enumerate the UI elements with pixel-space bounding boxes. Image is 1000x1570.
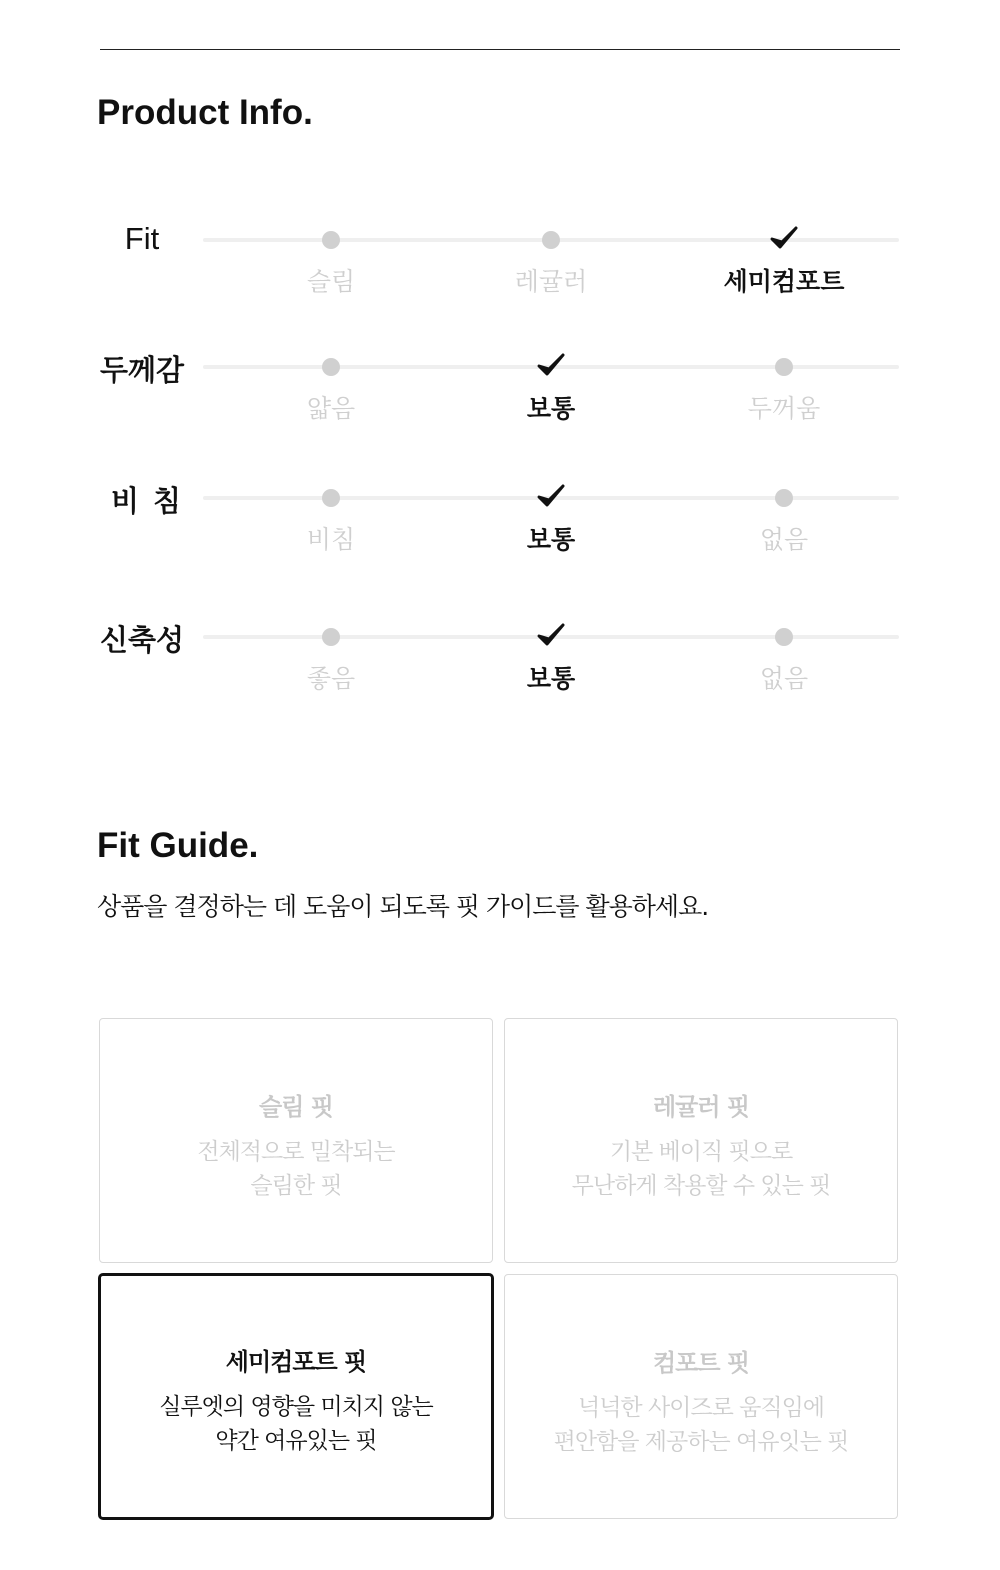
top-divider: [100, 49, 900, 50]
fit-card-description-line: 무난하게 착용할 수 있는 핏: [571, 1173, 831, 1199]
scale-option-label: 없음: [759, 664, 809, 693]
fit-card-description-line: 약간 여유있는 핏: [215, 1428, 377, 1454]
fit-card-title: 세미컴포트 핏: [225, 1348, 367, 1376]
fit-card-description: [101, 1390, 491, 1458]
attribute-row-fit: [0, 221, 1000, 330]
scale-option-label: 슬림: [306, 267, 356, 296]
dot-icon: [775, 628, 793, 646]
attribute-label-sheerness: 비침: [111, 484, 196, 518]
fit-card-description-line: 편안함을 제공하는 여유잇는 핏: [553, 1429, 849, 1455]
dot-icon: [775, 489, 793, 507]
fit-card-description-line: 슬림한 핏: [250, 1173, 342, 1199]
attribute-row-sheerness: [0, 484, 1000, 588]
scale-option-label-selected: 세미컴포트: [723, 267, 845, 296]
checkmark-icon: [537, 352, 565, 378]
scale-option-label-selected: 보통: [526, 394, 576, 423]
attribute-label-thickness: 두께감: [99, 353, 185, 387]
dot-icon: [322, 231, 340, 249]
fit-card-description-line: 넉넉한 사이즈로 움직임에: [577, 1395, 825, 1421]
scale-option-label: 얇음: [306, 394, 356, 423]
checkmark-icon: [537, 622, 565, 648]
dot-icon: [322, 628, 340, 646]
fit-card-regular[interactable]: [504, 1018, 898, 1263]
dot-icon: [322, 489, 340, 507]
fit-card-description: [505, 1391, 897, 1459]
fit-card-description-line: 기본 베이직 핏으로: [609, 1139, 793, 1165]
fit-card-description-line: 전체적으로 밀착되는: [197, 1139, 395, 1165]
fit-card-description-line: 실루엣의 영향을 미치지 않는: [159, 1394, 433, 1420]
dot-icon: [775, 358, 793, 376]
scale-option-label: 두꺼움: [747, 394, 821, 423]
checkmark-icon: [537, 483, 565, 509]
fit-guide-description: 상품을 결정하는 데 도움이 되도록 핏 가이드를 활용하세요.: [97, 892, 709, 921]
fit-card-title: 슬림 핏: [259, 1093, 333, 1121]
fit-guide-title: Fit Guide.: [97, 826, 259, 865]
scale-option-label-selected: 보통: [526, 525, 576, 554]
attribute-label-fit: Fit: [124, 221, 160, 256]
scale-option-label: 비침: [306, 525, 356, 554]
fit-card-title: 컴포트 핏: [652, 1349, 750, 1377]
attribute-row-thickness: [0, 353, 1000, 457]
scale-option-label: 없음: [759, 525, 809, 554]
attribute-row-stretch: [0, 623, 1000, 727]
scale-option-label-selected: 보통: [526, 664, 576, 693]
product-info-title: Product Info.: [97, 93, 313, 132]
scale-option-label: 레귤러: [514, 267, 588, 296]
fit-card-description: [100, 1135, 492, 1203]
dot-icon: [322, 358, 340, 376]
fit-card-comfort[interactable]: [504, 1274, 898, 1519]
fit-card-slim[interactable]: [99, 1018, 493, 1263]
fit-card-description: [505, 1135, 897, 1203]
fit-card-title: 레귤러 핏: [652, 1093, 750, 1121]
dot-icon: [542, 231, 560, 249]
attribute-label-stretch: 신축성: [99, 623, 185, 657]
scale-option-label: 좋음: [306, 664, 356, 693]
fit-card-semi-comfort-selected[interactable]: [98, 1273, 494, 1520]
checkmark-icon: [770, 225, 798, 251]
